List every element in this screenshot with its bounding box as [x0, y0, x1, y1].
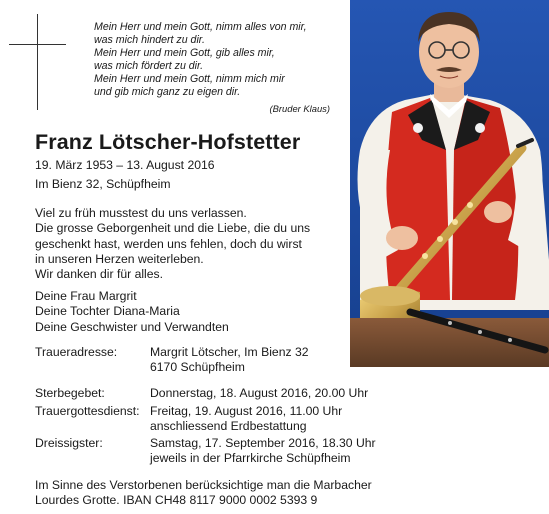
verse-line: was mich fördert zu dir.: [94, 60, 204, 72]
prayer-value: [150, 386, 368, 401]
verse-line: und gib mich ganz zu eigen dir.: [94, 86, 241, 98]
prayer-verse: [94, 21, 344, 115]
verse-line: Mein Herr und mein Gott, nimm mich mir: [94, 73, 285, 85]
message-line: Die grosse Geborgenheit und die Liebe, die du uns: [35, 221, 311, 236]
funeral-line: Freitag, 19. August 2016, 11.00 Uhr: [150, 404, 343, 418]
family-member: Deine Frau Margrit: [35, 289, 137, 303]
verse-line: was mich hindert zu dir.: [94, 34, 205, 46]
message-line: Wir danken dir für alles.: [35, 267, 164, 282]
portrait-photo: [350, 0, 549, 367]
funeral-line: anschliessend Erdbestattung: [150, 419, 307, 434]
portrait-illustration: [350, 0, 549, 367]
cross-vertical-bar: [37, 14, 38, 110]
family-member: Deine Geschwister und Verwandten: [35, 319, 229, 334]
funeral-value: [150, 404, 342, 435]
family-list: [35, 289, 229, 335]
verse-line: Mein Herr und mein Gott, gib alles mir,: [94, 47, 275, 59]
address-line: Margrit Lötscher, Im Bienz 32: [150, 345, 309, 359]
donation-line: Lourdes Grotte. IBAN CH48 8117 9000 0002 5393 9: [35, 493, 318, 508]
thirtieth-line: jeweils in der Pfarrkirche Schüpfheim: [150, 451, 351, 466]
address-line: 6170 Schüpfheim: [150, 360, 245, 375]
life-dates: 19. März 1953 – 13. August 2016: [35, 158, 215, 172]
residence: Im Bienz 32, Schüpfheim: [35, 177, 171, 191]
thirtieth-line: Samstag, 17. September 2016, 18.30 Uhr: [150, 436, 376, 450]
farewell-message: [35, 206, 310, 282]
deceased-name: Franz Lötscher-Hofstetter: [35, 130, 301, 154]
message-line: Viel zu früh musstest du uns verlassen.: [35, 206, 247, 220]
message-line: in unseren Herzen weiterleben.: [35, 251, 204, 266]
cross-horizontal-bar: [9, 44, 66, 45]
donation-note: [35, 478, 372, 509]
thirtieth-label: Dreissigster:: [35, 436, 103, 450]
donation-line: Im Sinne des Verstorbenen berücksichtige man die Marbacher: [35, 478, 372, 492]
message-line: geschenkt hast, werden uns fehlen, doch du wirst: [35, 236, 302, 251]
prayer-label: Sterbegebet:: [35, 386, 105, 400]
family-member: Deine Tochter Diana-Maria: [35, 304, 180, 319]
prayer-line: Donnerstag, 18. August 2016, 20.00 Uhr: [150, 386, 369, 400]
funeral-label: Trauergottesdienst:: [35, 404, 140, 418]
verse-line: Mein Herr und mein Gott, nimm alles von mir,: [94, 21, 307, 33]
thirtieth-value: [150, 436, 376, 467]
address-value: [150, 345, 309, 376]
verse-author: (Bruder Klaus): [269, 103, 330, 114]
address-label: Traueradresse:: [35, 345, 118, 359]
